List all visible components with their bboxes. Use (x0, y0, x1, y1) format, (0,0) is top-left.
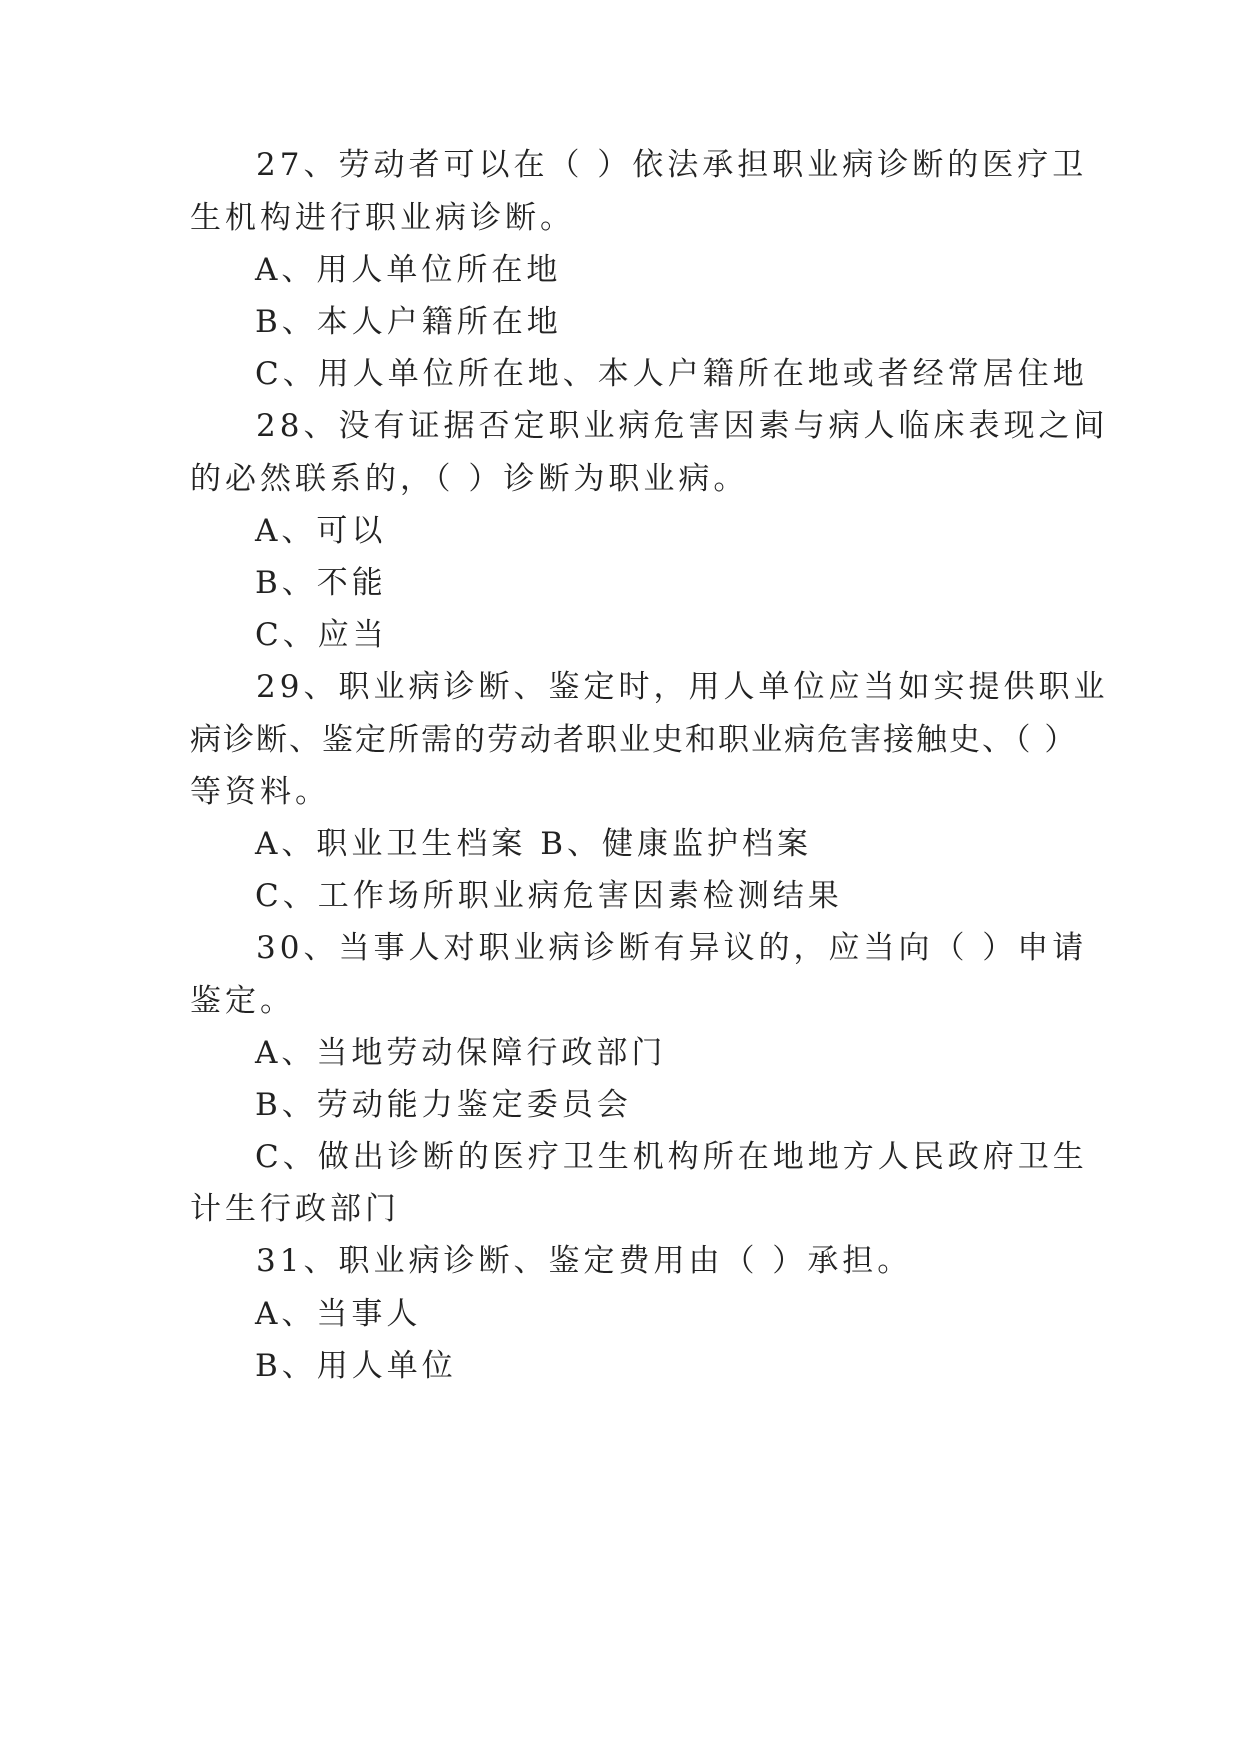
question-30-option-b: B、劳动能力鉴定委员会 (255, 1087, 632, 1123)
question-29-option-c: C、工作场所职业病危害因素检测结果 (255, 878, 843, 914)
question-30-option-c-line-1: C、做出诊断的医疗卫生机构所在地地方人民政府卫生 (255, 1139, 1088, 1175)
question-28-line-1: 28、没有证据否定职业病危害因素与病人临床表现之间 (256, 408, 1109, 444)
question-30-option-c-line-2: 计生行政部门 (190, 1191, 400, 1227)
question-29-option-ab: A、职业卫生档案 B、健康监护档案 (255, 826, 813, 862)
question-27-line-2: 生机构进行职业病诊断。 (190, 200, 575, 236)
question-29-line-3: 等资料。 (190, 774, 330, 810)
question-31-option-a: A、当事人 (255, 1296, 422, 1332)
question-30-line-1: 30、当事人对职业病诊断有异议的，应当向（ ）申请 (256, 930, 1088, 966)
question-30-option-a: A、当地劳动保障行政部门 (255, 1035, 667, 1071)
question-28-option-b: B、不能 (255, 565, 387, 601)
question-27-option-b: B、本人户籍所在地 (255, 304, 562, 340)
question-31-line-1: 31、职业病诊断、鉴定费用由（ ）承担。 (256, 1243, 913, 1279)
question-27-option-c: C、用人单位所在地、本人户籍所在地或者经常居住地 (255, 356, 1088, 392)
question-30-line-2: 鉴定。 (190, 983, 295, 1019)
question-29-line-2: 病诊断、鉴定所需的劳动者职业史和职业病危害接触史、（ ） (190, 722, 1078, 758)
question-31-option-b: B、用人单位 (255, 1348, 457, 1384)
question-28-option-a: A、可以 (255, 513, 387, 549)
question-28-line-2: 的必然联系的，（ ）诊断为职业病。 (190, 461, 749, 497)
question-28-option-c: C、应当 (255, 617, 388, 653)
question-27-line-1: 27、劳动者可以在（ ）依法承担职业病诊断的医疗卫 (256, 147, 1088, 183)
question-27-option-a: A、用人单位所在地 (255, 252, 562, 288)
question-29-line-1: 29、职业病诊断、鉴定时，用人单位应当如实提供职业 (256, 669, 1109, 705)
